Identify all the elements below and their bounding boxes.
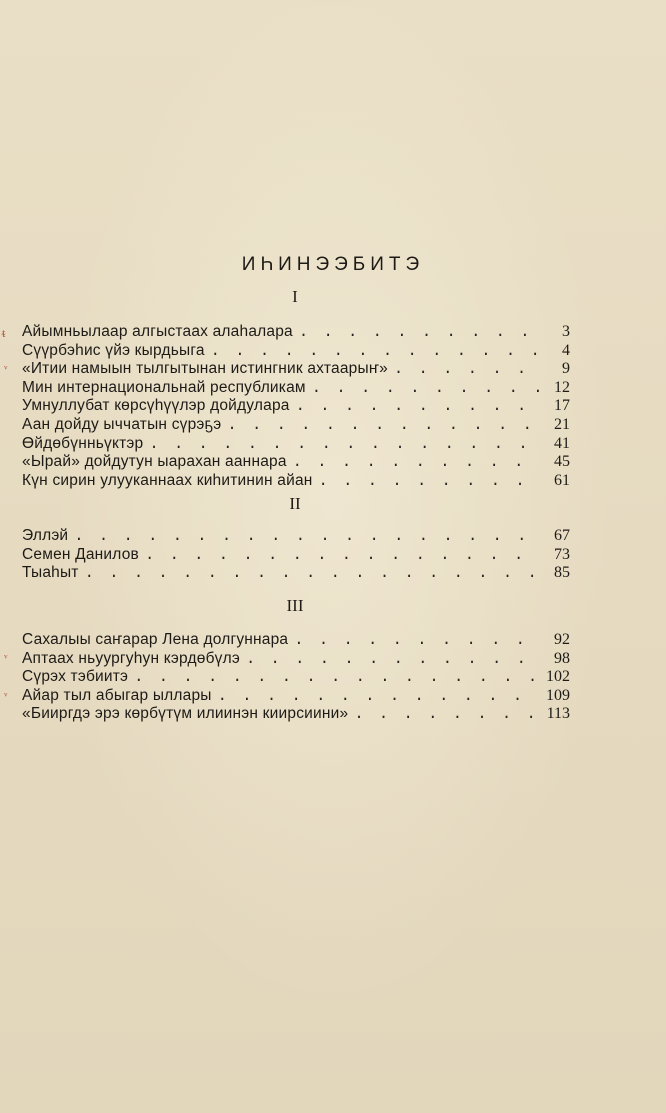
dot-leader [354, 705, 540, 724]
toc-entry[interactable] [22, 527, 570, 546]
entry-title: Умнуллубат көрсүһүүлэр дойдулара [22, 397, 290, 415]
section-heading-3: III [286, 596, 304, 615]
entry-title: Күн сирин улууканнаах киһитинин айан [22, 471, 313, 489]
toc-entry[interactable] [22, 397, 570, 416]
entry-page: 109 [546, 686, 570, 704]
entry-title: Семен Данилов [22, 545, 139, 563]
toc-entry[interactable] [22, 631, 570, 650]
dot-leader [293, 453, 542, 472]
dot-leader [246, 650, 542, 669]
toc-section-1 [22, 323, 570, 490]
entry-title: Сахалыы саҥарар Лена долгуннара [22, 631, 289, 648]
toc-entry[interactable] [22, 546, 570, 565]
entry-page: 21 [554, 415, 570, 433]
entry-page: 41 [554, 434, 570, 452]
entry-page: 3 [562, 323, 570, 340]
entry-title: «Ырай» дойдутун ыарахан ааннара [22, 453, 287, 471]
entry-title: Өйдөбүнньүктэр [22, 434, 144, 452]
entry-title: «Итии намыын тылгытынан истингник ахтаарыҥ» [22, 360, 388, 378]
page-title: ИҺИНЭЭБИТЭ [241, 254, 425, 275]
entry-page: 12 [554, 378, 570, 396]
entry-page: 85 [554, 564, 570, 582]
entry-title: «Бииргдэ эрэ көрбүтүм илиинэн киирсиини» [22, 705, 349, 723]
margin-mark: ᵛ [4, 651, 8, 665]
entry-page: 61 [554, 471, 570, 489]
toc-entry[interactable] [22, 687, 570, 706]
toc-entry[interactable] [22, 668, 570, 687]
entry-page: 4 [562, 341, 570, 359]
entry-title: Мин интернациональнай республикам [22, 378, 306, 396]
entry-page: 92 [554, 631, 570, 648]
entry-page: 17 [554, 397, 570, 415]
toc-entry[interactable] [22, 416, 570, 435]
toc-entry[interactable] [22, 342, 570, 361]
entry-page: 113 [546, 705, 570, 723]
entry-title: Сүрэх тэбиитэ [22, 668, 129, 686]
dot-leader [211, 342, 542, 361]
toc-section-2 [22, 527, 570, 583]
entry-title: Сүүрбэһис үйэ кырдьыга [22, 341, 205, 359]
dot-leader [218, 687, 540, 706]
toc-entry[interactable] [22, 472, 570, 491]
toc-entry[interactable] [22, 435, 570, 454]
entry-page: 73 [554, 545, 570, 563]
entry-title: Аан дойду ыччатын сүрэҕэ [22, 415, 222, 433]
entry-title: Тыаһыт [22, 564, 79, 582]
entry-title: Айар тыл абыгар ыллары [22, 686, 212, 704]
entry-title: Айымньылаар алгыстаах алаһалара [22, 323, 293, 340]
dot-leader [85, 564, 542, 583]
entry-page: 67 [554, 527, 570, 544]
entry-page: 98 [554, 649, 570, 667]
dot-leader [134, 668, 540, 687]
toc-section-3 [22, 631, 570, 724]
entry-title: Эллэй [22, 527, 69, 544]
entry-page: 45 [554, 453, 570, 471]
dot-leader [394, 360, 542, 379]
dot-leader [145, 546, 542, 565]
dot-leader [319, 472, 542, 491]
entry-page: 102 [546, 668, 570, 686]
toc-entry[interactable] [22, 650, 570, 669]
dot-leader [294, 631, 542, 650]
toc-entry[interactable] [22, 379, 570, 398]
dot-leader [227, 416, 542, 435]
toc-entry[interactable] [22, 705, 570, 724]
dot-leader [296, 397, 542, 416]
margin-mark: ᵛ [4, 362, 8, 376]
dot-leader [312, 379, 542, 398]
margin-mark: ᵵ [2, 326, 6, 340]
toc-entry[interactable] [22, 323, 570, 342]
toc-entry[interactable] [22, 453, 570, 472]
entry-page: 9 [562, 360, 570, 378]
section-heading-1: I [292, 287, 298, 306]
entry-title: Аптаах ньуургуһун кэрдөбүлэ [22, 649, 240, 667]
margin-mark: ᵛ [4, 689, 8, 703]
dot-leader [299, 323, 542, 342]
toc-entry[interactable] [22, 360, 570, 379]
section-heading-2: II [289, 494, 301, 513]
dot-leader [74, 527, 542, 546]
toc-entry[interactable] [22, 564, 570, 583]
dot-leader [149, 435, 542, 454]
